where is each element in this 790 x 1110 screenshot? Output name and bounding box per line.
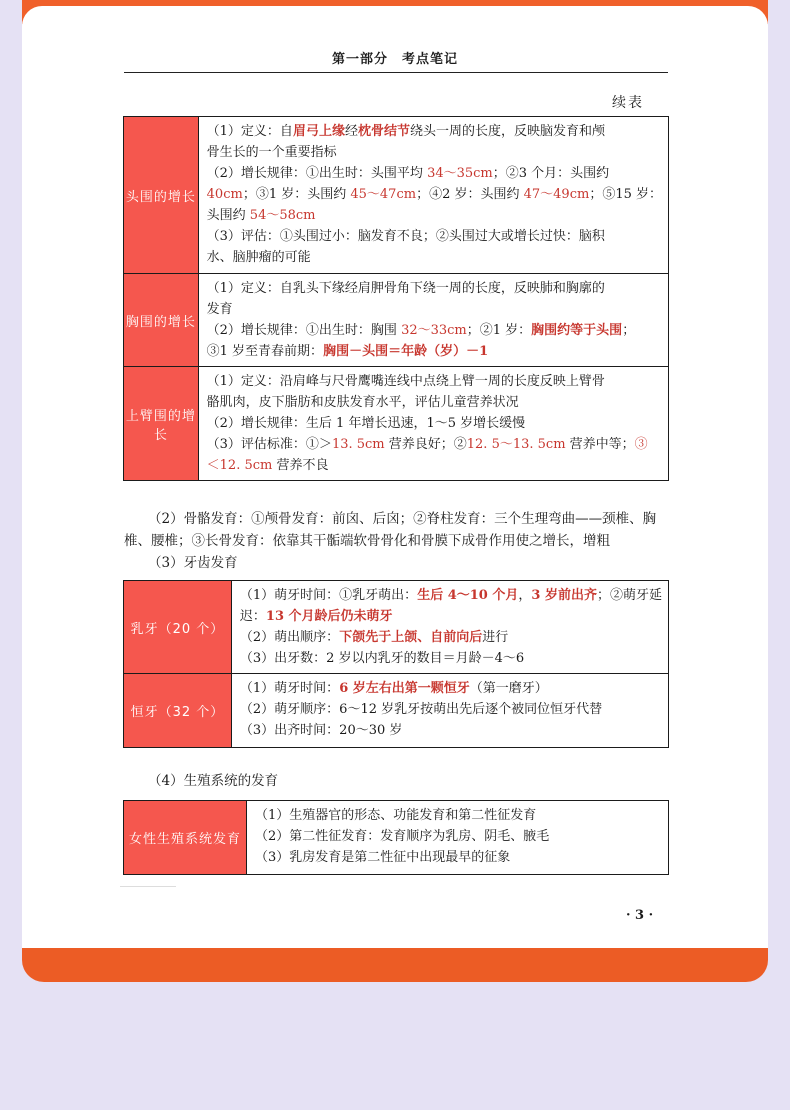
text-segment: （2）萌牙顺序：6～12 岁乳牙按萌出先后逐个被同位恒牙代替 — [239, 702, 603, 717]
table-row — [124, 801, 669, 875]
emphasis-text: 47～49cm — [523, 187, 590, 202]
content-line — [255, 826, 662, 847]
content-line — [240, 678, 662, 699]
text-segment: ③1 岁至青春前期： — [206, 344, 324, 359]
text-segment: （2）增长规律：生后 1 年增长迅速，1～5 岁增长缓慢 — [206, 416, 526, 431]
growth-measures-table — [123, 116, 669, 481]
emphasis-text: ＜12. 5cm — [206, 458, 273, 473]
text-segment: （2）增长规律：①出生时：胸围 — [206, 323, 402, 338]
text-segment: （2）增长规律：①出生时：头围平均 — [206, 166, 428, 181]
text-segment: （3）评估：①头围过小：脑发育不良；②头围过大或增长过快：脑积 — [206, 229, 605, 244]
teeth-table — [123, 580, 669, 748]
emphasis-text: 34～35cm — [427, 166, 493, 181]
text-segment: （3）乳房发育是第二性征中出现最早的征象 — [255, 850, 511, 865]
emphasis-text: ③ — [634, 437, 648, 452]
emphasis-text: 13 个月龄后仍未萌牙 — [265, 609, 393, 624]
text-segment: 骨生长的一个重要指标 — [206, 145, 337, 160]
row-content — [198, 274, 668, 367]
text-segment: （1）萌牙时间： — [239, 681, 340, 696]
emphasis-text: 45～47cm — [350, 187, 417, 202]
running-header: 第一部分 考点笔记 — [331, 52, 458, 67]
content-line — [207, 247, 662, 268]
content-line — [207, 371, 662, 392]
text-segment: ；②3 个月：头围约 — [492, 166, 610, 181]
text-segment: （1）萌牙时间：①乳牙萌出： — [239, 588, 418, 603]
content-line — [240, 648, 662, 669]
table-row — [124, 367, 669, 481]
text-segment: （3）出齐时间：20～30 岁 — [239, 723, 403, 738]
emphasis-text: 12. 5～13. 5cm — [466, 437, 566, 452]
content-line — [207, 205, 662, 226]
text-segment: 骼肌肉，皮下脂肪和皮肤发育水平，评估儿童营养状况 — [206, 395, 519, 410]
emphasis-text: 40cm — [206, 187, 243, 202]
emphasis-text: 54～58cm — [249, 208, 316, 223]
page-number: · 3 · — [626, 908, 654, 923]
content-line — [207, 278, 662, 299]
header-rule — [124, 72, 668, 73]
content-line — [240, 606, 662, 627]
table-row — [124, 274, 669, 367]
content-line — [207, 413, 662, 434]
emphasis-text: 生后 4～10 个月 — [417, 588, 519, 603]
row-label: 胸围的增长 — [124, 274, 199, 367]
continued-label: 续表 — [612, 95, 644, 111]
bone-development-paragraph — [124, 508, 672, 552]
content-line — [207, 184, 662, 205]
text-segment: （3）出牙数：2 岁以内乳牙的数目＝月龄－4～6 — [239, 651, 525, 666]
text-segment: ；④2 岁：头围约 — [416, 187, 524, 202]
row-label: 恒牙（32 个） — [124, 674, 232, 748]
content-line — [207, 320, 662, 341]
bottom-orange-band — [22, 948, 768, 982]
emphasis-text: 6 岁左右出第一颗恒牙 — [339, 681, 470, 696]
content-line — [207, 163, 662, 184]
row-content — [198, 367, 668, 481]
text-segment: （第一磨牙） — [469, 681, 548, 696]
text-segment: （3）评估标准：①＞ — [206, 437, 332, 452]
table-row — [124, 581, 669, 674]
text-segment: 发育 — [206, 302, 233, 317]
paragraph-line: 椎、腰椎；③长骨发育：依靠其干骺端软骨骨化和骨膜下成骨作用使之增长，增粗 — [124, 533, 610, 549]
content-line — [207, 121, 662, 142]
content-line — [207, 392, 662, 413]
text-segment: 迟： — [239, 609, 266, 624]
text-segment: 经 — [344, 124, 358, 139]
text-segment: （1）定义：自乳头下缘经肩胛骨角下绕一周的长度，反映肺和胸廓的 — [206, 281, 605, 296]
emphasis-text: 枕骨结节 — [357, 124, 410, 139]
row-label: 上臂围的增长 — [124, 367, 199, 481]
content-line — [207, 142, 662, 163]
emphasis-text: 眉弓上缘 — [292, 124, 345, 139]
table-row — [124, 674, 669, 748]
text-segment: 营养不良 — [272, 458, 329, 473]
text-segment: （1）定义：沿肩峰与尺骨鹰嘴连线中点绕上臂一周的长度反映上臂骨 — [206, 374, 605, 389]
row-label: 乳牙（20 个） — [124, 581, 232, 674]
text-segment: ；③1 岁：头围约 — [242, 187, 351, 202]
content-line — [240, 585, 662, 606]
content-line — [240, 720, 662, 741]
emphasis-text: 13. 5cm — [331, 437, 385, 452]
content-line — [207, 299, 662, 320]
text-segment: ；②1 岁： — [466, 323, 532, 338]
text-segment: ；②萌牙延 — [596, 588, 662, 603]
row-content — [198, 117, 668, 274]
text-segment: ， — [518, 588, 532, 603]
row-content — [247, 801, 669, 875]
text-segment: （2）第二性征发育：发育顺序为乳房、阴毛、腋毛 — [255, 829, 550, 844]
text-segment: 头围约 — [206, 208, 250, 223]
content-line — [207, 434, 662, 455]
text-segment: ； — [622, 323, 636, 338]
content-line — [207, 226, 662, 247]
content-line — [255, 805, 662, 826]
emphasis-text: 下颌先于上颌、自前向后 — [339, 630, 483, 645]
teeth-heading: （3）牙齿发育 — [148, 555, 238, 571]
content-line — [207, 341, 662, 362]
text-segment: （1）生殖器官的形态、功能发育和第二性征发育 — [255, 808, 537, 823]
content-line — [240, 699, 662, 720]
text-segment: ；⑤15 岁： — [589, 187, 662, 202]
text-segment: 绕头一周的长度，反映脑发育和颅 — [409, 124, 605, 139]
content-line — [255, 847, 662, 868]
text-segment: （1）定义：自 — [206, 124, 293, 139]
row-label: 头围的增长 — [124, 117, 199, 274]
row-content — [231, 581, 668, 674]
text-segment: 营养中等； — [565, 437, 635, 452]
row-content — [231, 674, 668, 748]
emphasis-text: 胸围约等于头围 — [531, 323, 623, 338]
table-row — [124, 117, 669, 274]
text-segment: 营养良好；② — [384, 437, 467, 452]
content-line — [207, 455, 662, 476]
row-label: 女性生殖系统发育 — [124, 801, 247, 875]
reproductive-heading: （4）生殖系统的发育 — [148, 773, 279, 789]
footnote-rule — [120, 886, 176, 887]
text-segment: 进行 — [482, 630, 509, 645]
text-segment: （2）萌出顺序： — [239, 630, 340, 645]
paragraph-line: （2）骨骼发育：①颅骨发育：前囟、后囟；②脊柱发育：三个生理弯曲——颈椎、胸 — [148, 511, 657, 527]
emphasis-text: 胸围－头围＝年龄（岁）－1 — [323, 344, 489, 359]
text-segment: 水、脑肿瘤的可能 — [206, 250, 311, 265]
emphasis-text: 32～33cm — [401, 323, 467, 338]
reproductive-table — [123, 800, 669, 875]
content-line — [240, 627, 662, 648]
emphasis-text: 3 岁前出齐 — [531, 588, 597, 603]
